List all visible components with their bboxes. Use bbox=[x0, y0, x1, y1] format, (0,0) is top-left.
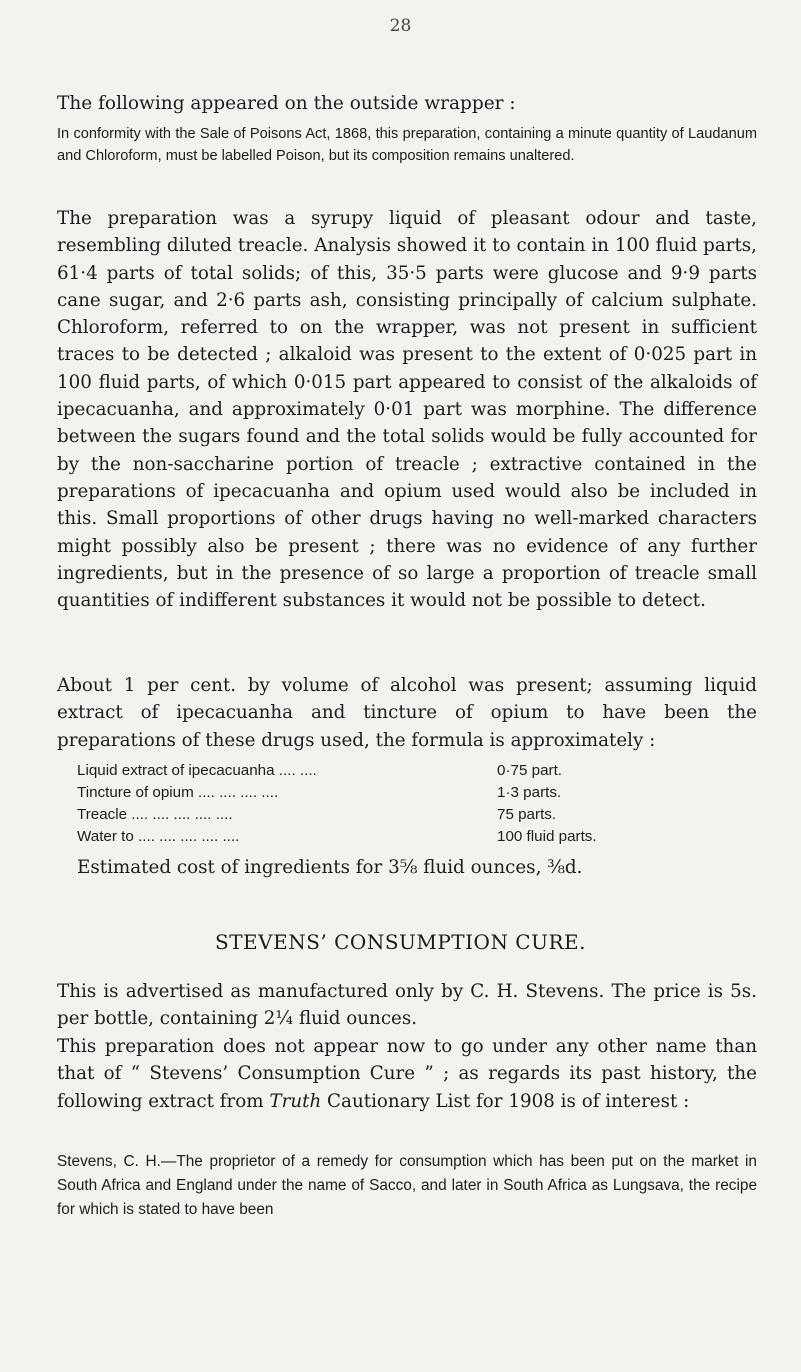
name-paragraph bbox=[57, 1033, 757, 1115]
wrapper-heading-block bbox=[57, 90, 757, 117]
extract-text: Stevens, C. H.—The proprietor of a remedy for consumption which has been put on the market in South Africa and England under the name of Sacco, and later in South Africa as Lungsava, the recipe for which is stated to have been bbox=[57, 1153, 757, 1218]
formula-ingredient: Tincture of opium .... .... .... .... bbox=[77, 784, 279, 801]
formula-row bbox=[77, 826, 717, 848]
wrapper-text-block bbox=[57, 123, 757, 167]
formula-row bbox=[77, 804, 717, 826]
wrapper-heading: The following appeared on the outside wrapper : bbox=[57, 93, 516, 114]
formula-amount: 0·75 part. bbox=[497, 762, 563, 779]
page-number: 28 bbox=[389, 16, 412, 36]
formula-ingredient: Water to .... .... .... .... .... bbox=[77, 828, 240, 845]
extract-block bbox=[57, 1150, 757, 1222]
name-block bbox=[57, 1033, 757, 1115]
alcohol-block bbox=[57, 672, 757, 754]
advertised-paragraph: This is advertised as manufactured only by C. H. Stevens. The price is 5s. per bottle, containing 2¼ fluid ounces. bbox=[57, 981, 757, 1030]
alcohol-paragraph: About 1 per cent. by volume of alcohol was present; assuming liquid extract of ipecacuanha and tincture of opium to have been the preparations of these drugs used, the formula is approximately : bbox=[57, 675, 757, 751]
name-text-after: Cautionary List for 1908 is of interest : bbox=[321, 1090, 690, 1112]
cost-line: Estimated cost of ingredients for 3⅝ fluid ounces, ⅜d. bbox=[77, 857, 583, 878]
formula-ingredient: Liquid extract of ipecacuanha .... .... bbox=[77, 762, 317, 779]
wrapper-text: In conformity with the Sale of Poisons Act, 1868, this preparation, containing a minute quantity of Laudanum and Chloroform, must be labelled Poison, but its composition remains unaltered. bbox=[57, 126, 757, 164]
truth-title: Truth bbox=[269, 1090, 322, 1112]
name-text-before: This preparation does not appear now to go under any other name than that of “ Stevens’ Consumption Cure ” ; as regards its past history, the following extract from bbox=[57, 1036, 757, 1112]
formula-ingredient: Treacle .... .... .... .... .... bbox=[77, 806, 233, 823]
formula-table bbox=[77, 760, 717, 848]
analysis-block bbox=[57, 205, 757, 614]
advertised-block bbox=[57, 978, 757, 1033]
formula-row bbox=[77, 782, 717, 804]
formula-row bbox=[77, 760, 717, 782]
cost-block bbox=[57, 854, 757, 881]
section-heading: STEVENS’ CONSUMPTION CURE. bbox=[215, 930, 586, 954]
formula-amount: 75 parts. bbox=[497, 806, 557, 823]
formula-amount: 100 fluid parts. bbox=[497, 828, 597, 845]
analysis-paragraph: The preparation was a syrupy liquid of pleasant odour and taste, resembling diluted treacle. Analysis showed it to contain in 100 fluid parts, 61·4 parts of total solids; of this, 35·5 parts were glucose and 9·9 parts cane sugar, and 2·6 parts ash, consisting principally of calcium sulphate. Chloroform, referred to on the wrapper, was not present in sufficient traces to be detected ; alkaloid was present to the extent of 0·025 part in 100 fluid parts, of which 0·015 part appeared to consist of the alkaloids of ipecacuanha, and approximately 0·01 part was morphine. The difference between the sugars found and the total solids would be fully accounted for by the non-saccharine portion of treacle ; extractive contained in the preparations of ipecacuanha and opium used would also be included in this. Small proportions of other drugs having no well-marked characters might possibly also be present ; there was no evidence of any further ingredients, but in the presence of so large a proportion of treacle small quantities of indifferent substances it would not be possible to detect. bbox=[57, 208, 757, 612]
formula-amount: 1·3 parts. bbox=[497, 784, 562, 801]
